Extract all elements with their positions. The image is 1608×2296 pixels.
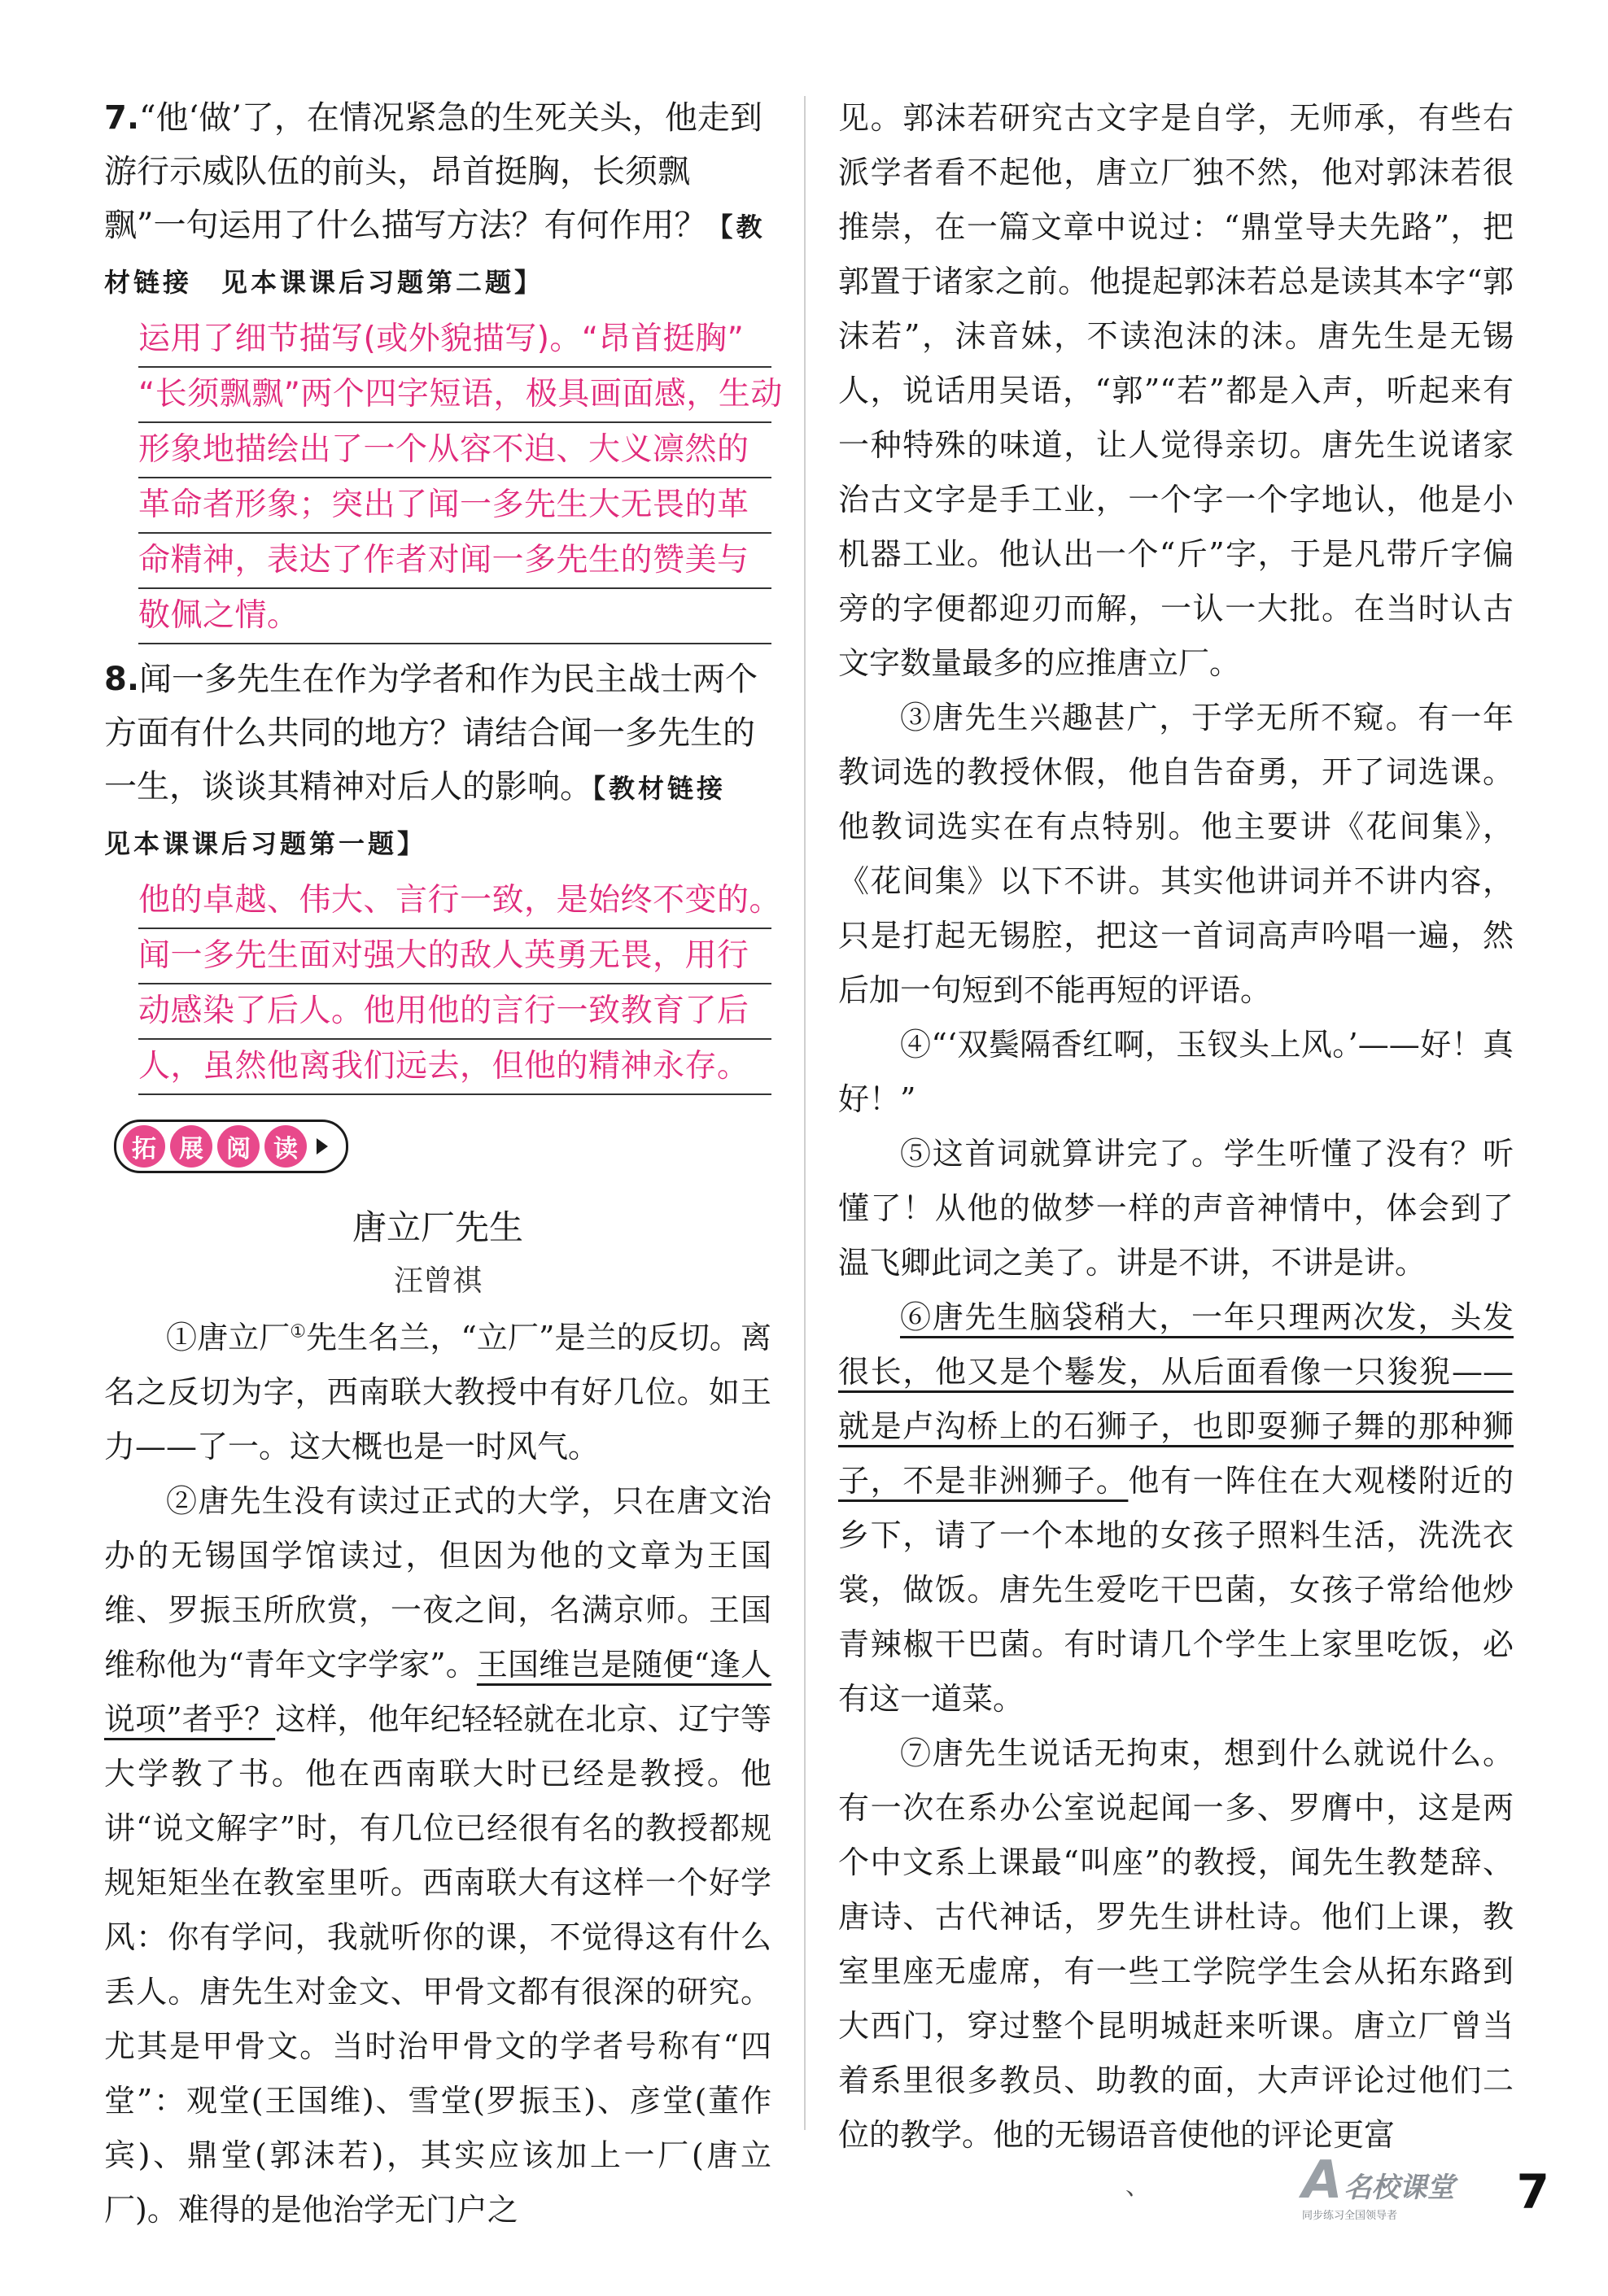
paragraph-1: [104, 1311, 771, 1474]
question-8: [104, 653, 771, 871]
answer-7-line: 命精神，表达了作者对闻一多先生的赞美与: [138, 534, 771, 589]
logo-name: 名校课堂: [1344, 2172, 1455, 2204]
paragraph-2: [104, 1474, 771, 2237]
badge-arrow-icon: [317, 1138, 328, 1155]
p2-rest: 这样，他年纪轻轻就在北京、辽宁等大学教了书。他在西南联大时已经是教授。他讲“说文解字”时，有几位已经很有名的教授都规规矩矩坐在教室里听。西南联大有这样一个好学风：你有学问，我就听你的课，不觉得这有什么丢人。唐先生对金文、甲骨文都有很深的研究。尤其是甲骨文。当时治甲骨文的学者号称有“四堂”：观堂(王国维)、雪堂(罗振玉)、彦堂(董作宾)、鼎堂(郭沫若)，其实应该加上一厂(唐立厂)。难得的是他治学无门户之: [104, 1701, 771, 2228]
question-7-text: “他‘做’了，在情况紧急的生死关头，他走到游行示威队伍的前头，昂首挺胸，长须飘飘”一句运用了什么描写方法？有何作用？: [104, 99, 762, 244]
answer-7-line: 敬佩之情。: [138, 589, 771, 644]
paragraph-4: ④“‘双鬓隔香红啊，玉钗头上风。’——好！真好！”: [838, 1027, 1514, 1117]
answer-8-line: 人，虽然他离我们远去，但他的精神永存。: [138, 1040, 771, 1095]
p6-underlined: ⑥唐先生脑袋稍大，一年只理两次发，头发很长，他又是个鬈发，从后面看像一只狻猊——就是卢沟桥上的石狮子，也即耍狮子舞的那种狮子，不是非洲狮子。: [838, 1299, 1514, 1499]
extended-reading-badge: [114, 1120, 348, 1173]
p1-start: ①唐立厂: [166, 1320, 291, 1355]
answer-7-line: 形象地描绘出了一个从容不迫、大义凛然的: [138, 423, 771, 478]
publisher-logo: [1302, 2150, 1465, 2229]
article-title: 唐立厂先生: [352, 1207, 523, 1247]
badge-char: 展: [170, 1125, 212, 1168]
p6-rest: 他有一阵住在大观楼附近的乡下，请了一个本地的女孩子照料生活，洗洗衣裳，做饭。唐先生爱吃干巴菌，女孩子常给他炒青辣椒干巴菌。有时请几个学生上家里吃饭，必有这一道菜。: [838, 1463, 1514, 1717]
answer-7-line: 运用了细节描写(或外貌描写)。“昂首挺胸”: [138, 312, 771, 368]
badge-char: 读: [264, 1125, 307, 1168]
column-divider: [804, 96, 806, 2130]
question-7: [104, 91, 771, 309]
paragraph-2-continued: 见。郭沫若研究古文字是自学，无师承，有些右派学者看不起他，唐立厂独不然，他对郭沫若很推崇，在一篇文章中说过：“鼎堂导夫先路”，把郭置于诸家之前。他提起郭沫若总是读其本字“郭沫若”，沫音妹，不读泡沫的沫。唐先生是无锡人，说话用吴语，“郭”“若”都是入声，听起来有一种特殊的味道，让人觉得亲切。唐先生说诸家治古文字是手工业，一个字一个字地认，他是小机器工业。他认出一个“斤”字，于是凡带斤字偏旁的字便都迎刃而解，一认一大批。在当时认古文字数量最多的应推唐立厂。: [838, 100, 1514, 681]
answer-7: [138, 312, 783, 644]
answer-8-line: 他的卓越、伟大、言行一致，是始终不变的。: [138, 874, 771, 929]
question-8-link: 【教材链接 见本课课后习题第一题】: [104, 773, 756, 859]
question-7-number: 7.: [104, 99, 140, 137]
stray-mark: 、: [1125, 2172, 1150, 2201]
question-8-text: 闻一多先生在作为学者和作为民主战士两个方面有什么共同的地方？请结合闻一多先生的一生，谈谈其精神对后人的影响。: [104, 661, 758, 805]
badge-char: 拓: [123, 1125, 165, 1168]
p2-underlined: 王国维岂是随便“逢人说项”者乎？: [104, 1647, 771, 1737]
logo-letter: A: [1302, 2150, 1343, 2211]
question-8-number: 8.: [104, 661, 140, 698]
question-7-link: 【教材链接 见本课课后习题第二题】: [104, 212, 766, 298]
answer-8-line: 闻一多先生面对强大的敌人英勇无畏，用行: [138, 929, 771, 984]
paragraph-6: [838, 1290, 1514, 1726]
answer-7-line: “长须飘飘”两个四字短语，极具画面感，生动: [138, 368, 771, 423]
article-author: 汪曾祺: [393, 1264, 482, 1298]
section-header: [114, 1120, 771, 1173]
badge-char: 阅: [217, 1125, 260, 1168]
answer-7-line: 革命者形象；突出了闻一多先生大无畏的革: [138, 478, 771, 534]
page-number: 7: [1516, 2164, 1549, 2220]
answer-8-line: 动感染了后人。他用他的言行一致教育了后: [138, 984, 771, 1040]
answer-8: [138, 874, 782, 1095]
paragraph-3: ③唐先生兴趣甚广，于学无所不窥。有一年教词选的教授休假，他自告奋勇，开了词选课。他教词选实在有点特别。他主要讲《花间集》，《花间集》以下不讲。其实他讲词并不讲内容，只是打起无锡腔，把这一首词高声吟唱一遍，然后加一句短到不能再短的评语。: [838, 700, 1514, 1008]
right-column: [838, 91, 1514, 2163]
footnote-marker: ①: [290, 1321, 307, 1342]
p1-rest: 先生名兰，“立厂”是兰的反切。离名之反切为字，西南联大教授中有好几位。如王力——了一。这大概也是一时风气。: [104, 1320, 771, 1464]
p2-start: ②唐先生没有读过正式的大学，只在唐文治办的无锡国学馆读过，但因为他的文章为王国维、罗振玉所欣赏，一夜之间，名满京师。王国维称他为“青年文字学家”。: [104, 1483, 771, 1683]
paragraph-5: ⑤这首词就算讲完了。学生听懂了没有？听懂了！从他的做梦一样的声音神情中，体会到了温飞卿此词之美了。讲是不讲，不讲是讲。: [838, 1136, 1514, 1281]
left-column: [104, 91, 783, 2237]
paragraph-7: ⑦唐先生说话无拘束，想到什么就说什么。有一次在系办公室说起闻一多、罗膺中，这是两个中文系上课最“叫座”的教授，闻先生教楚辞、唐诗、古代神话，罗先生讲杜诗。他们上课，教室里座无虚席，有一些工学院学生会从拓东路到大西门，穿过整个昆明城赶来听课。唐立厂曾当着系里很多教员、助教的面，大声评论过他们二位的教学。他的无锡语音使他的评论更富: [838, 1735, 1514, 2153]
logo-subtitle: 同步练习全国领导者: [1302, 2210, 1398, 2222]
